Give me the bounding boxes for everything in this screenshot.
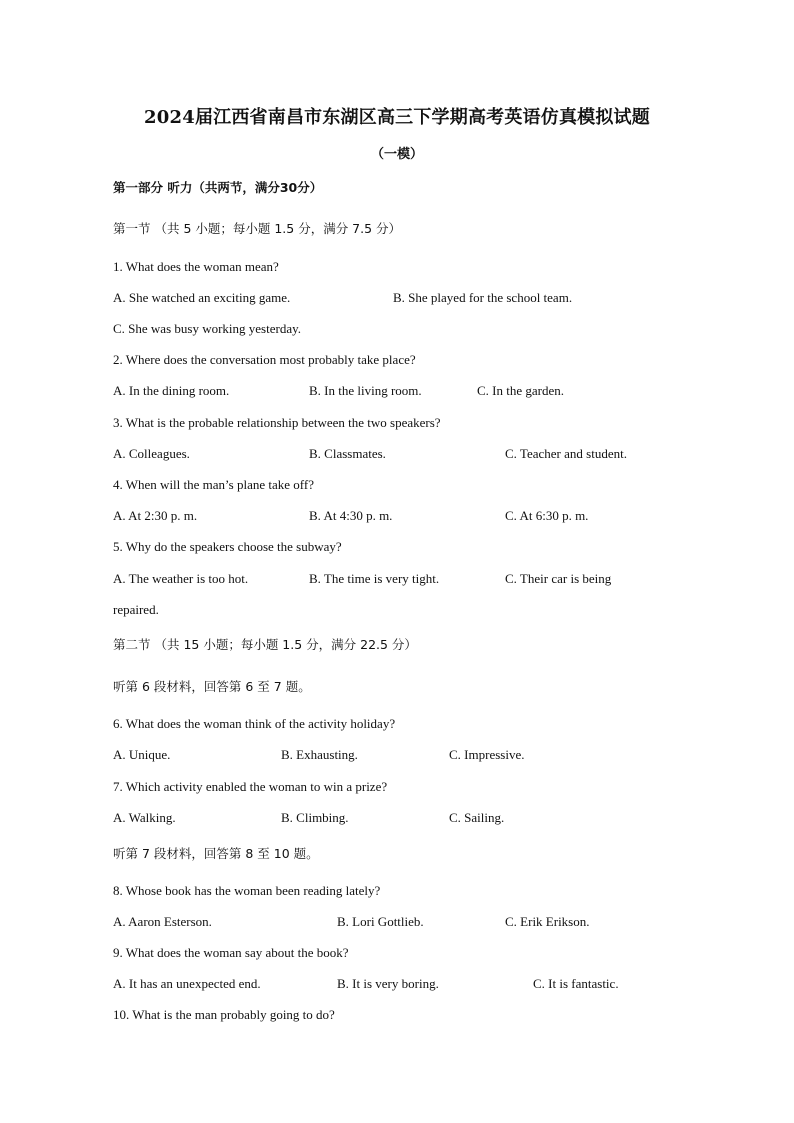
page-title: 2024届江西省南昌市东湖区高三下学期高考英语仿真模拟试题: [144, 107, 650, 128]
q4-option-a: A. At 2:30 p. m.: [113, 508, 198, 523]
q5-option-c-continued: repaired.: [113, 602, 159, 617]
part1-heading: 第一部分 听力（共两节，满分30分）: [113, 180, 323, 195]
question-1: 1. What does the woman mean?: [113, 259, 279, 274]
q4-option-b: B. At 4:30 p. m.: [309, 508, 393, 523]
section2-heading: 第二节 （共 15 小题；每小题 1.5 分，满分 22.5 分）: [113, 637, 417, 652]
q6-option-c: C. Impressive.: [449, 747, 525, 762]
q9-option-b: B. It is very boring.: [337, 976, 439, 991]
q7-option-a: A. Walking.: [113, 810, 176, 825]
page-subtitle: （一模）: [370, 147, 423, 162]
q1-option-a: A. She watched an exciting game.: [113, 290, 291, 305]
q7-option-b: B. Climbing.: [281, 810, 349, 825]
q5-option-c: C. Their car is being: [505, 571, 612, 586]
q2-option-c: C. In the garden.: [477, 383, 565, 398]
question-5: 5. Why do the speakers choose the subway?: [113, 539, 342, 554]
question-9: 9. What does the woman say about the book?: [113, 945, 349, 960]
q2-option-a: A. In the dining room.: [113, 383, 230, 398]
material7-instruction: 听第 7 段材料，回答第 8 至 10 题。: [113, 846, 319, 861]
question-4: 4. When will the man’s plane take off?: [113, 477, 314, 492]
section1-heading: 第一节 （共 5 小题；每小题 1.5 分，满分 7.5 分）: [113, 221, 402, 236]
q6-option-b: B. Exhausting.: [281, 747, 358, 762]
material6-instruction: 听第 6 段材料，回答第 6 至 7 题。: [113, 679, 311, 694]
q9-option-c: C. It is fantastic.: [533, 976, 619, 991]
q5-option-a: A. The weather is too hot.: [113, 571, 249, 586]
q6-option-a: A. Unique.: [113, 747, 171, 762]
q8-option-b: B. Lori Gottlieb.: [337, 914, 424, 929]
q2-option-b: B. In the living room.: [309, 383, 422, 398]
q1-option-c: C. She was busy working yesterday.: [113, 321, 301, 336]
q3-option-a: A. Colleagues.: [113, 446, 190, 461]
question-3: 3. What is the probable relationship between the two speakers?: [113, 415, 441, 430]
q3-option-c: C. Teacher and student.: [505, 446, 627, 461]
question-10: 10. What is the man probably going to do?: [113, 1007, 335, 1022]
q3-option-b: B. Classmates.: [309, 446, 386, 461]
q8-option-a: A. Aaron Esterson.: [113, 914, 212, 929]
q5-option-b: B. The time is very tight.: [309, 571, 440, 586]
question-2: 2. Where does the conversation most probably take place?: [113, 352, 416, 367]
q7-option-c: C. Sailing.: [449, 810, 505, 825]
question-6: 6. What does the woman think of the activity holiday?: [113, 716, 396, 731]
q4-option-c: C. At 6:30 p. m.: [505, 508, 589, 523]
question-7: 7. Which activity enabled the woman to win a prize?: [113, 779, 388, 794]
q9-option-a: A. It has an unexpected end.: [113, 976, 261, 991]
q1-option-b: B. She played for the school team.: [393, 290, 573, 305]
q8-option-c: C. Erik Erikson.: [505, 914, 590, 929]
question-8: 8. Whose book has the woman been reading lately?: [113, 883, 381, 898]
